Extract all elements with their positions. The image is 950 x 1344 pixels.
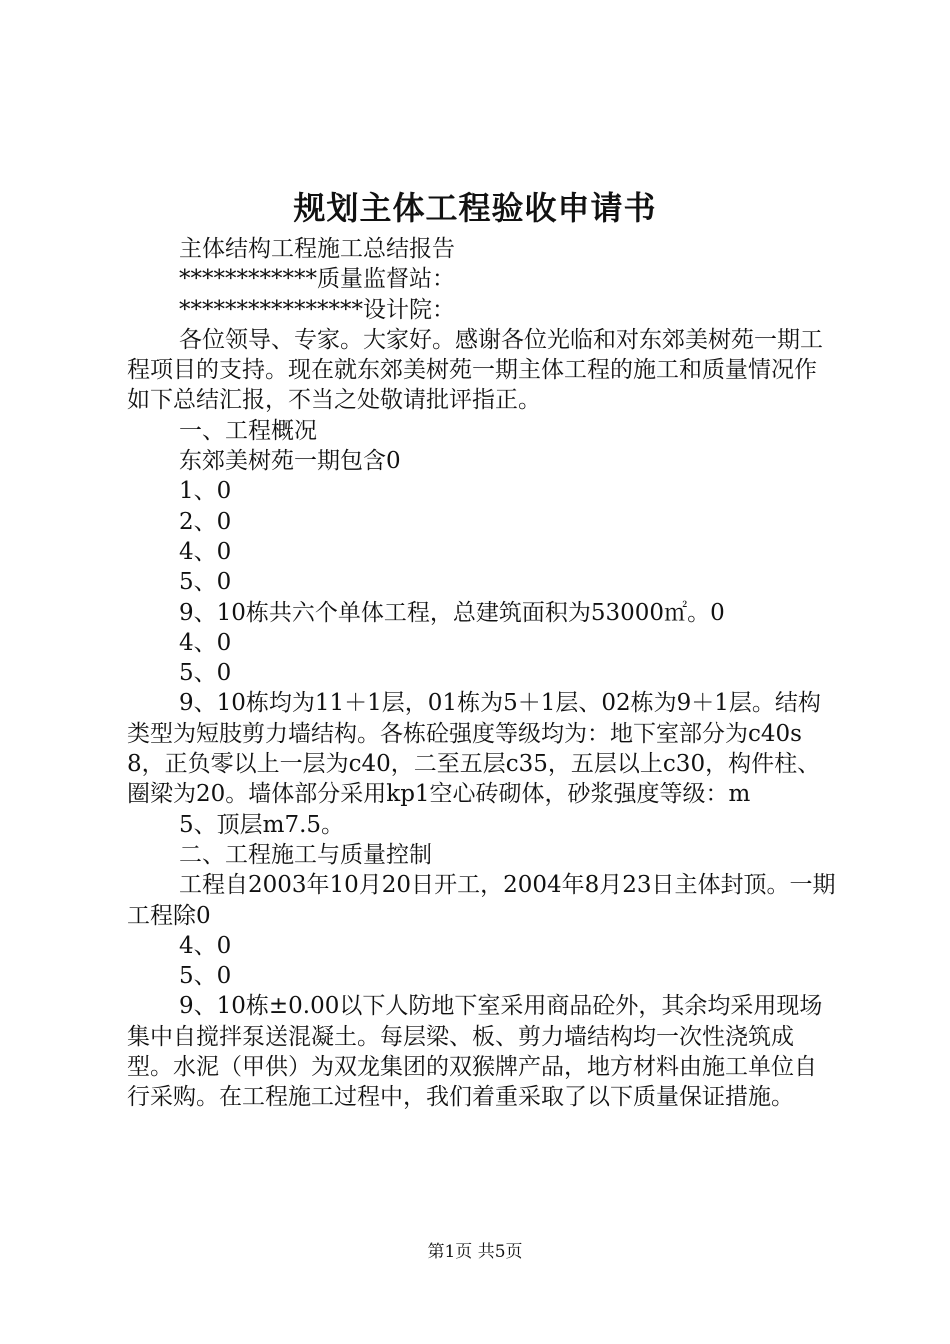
document-title: 规划主体工程验收申请书 [293, 189, 657, 227]
paragraph-item: 5、0 [179, 569, 232, 596]
paragraph-item: 5、顶层m7.5。 [179, 811, 345, 838]
paragraph-item: 9、10栋共六个单体工程，总建筑面积为53000㎡。0 [179, 599, 725, 626]
paragraph-concrete-measures: 9、10栋±0.00以下人防地下室采用商品砼外，其余均采用现场集中自搅拌泵送混凝土。每层梁、板、剪力墙结构均一次性浇筑成型。水泥（甲供）为双龙集团的双猴牌产品，地方材料由施工单位自行采购。在工程施工过程中，我们着重采取了以下质量保证措施。 [127, 993, 823, 1111]
paragraph-addressee-institute: ****************设计院： [179, 296, 455, 323]
paragraph-item: 4、0 [179, 629, 232, 656]
paragraph-schedule: 工程自2003年10月20日开工，2004年8月23日主体封顶。一期工程除0 [127, 872, 836, 929]
paragraph-item: 4、0 [179, 538, 232, 565]
section-heading-overview: 一、工程概况 [179, 417, 317, 444]
paragraph-addressee-station: ************质量监督站： [179, 266, 455, 293]
paragraph-item: 4、0 [179, 932, 232, 959]
paragraph-structure-details: 9、10栋均为11＋1层，01栋为5＋1层、02栋为9＋1层。结构类型为短肢剪力墙结构。各栋砼强度等级均为：地下室部分为c40s8，正负零以上一层为c40，二至五层c35，五层以上c30，构件柱、圈梁为20。墙体部分采用kp1空心砖砌体，砂浆强度等级：m [127, 690, 821, 808]
paragraph-item: 1、0 [179, 478, 232, 505]
paragraph-item: 2、0 [179, 508, 232, 535]
document-body [127, 234, 837, 1113]
section-heading-construction: 二、工程施工与质量控制 [179, 841, 432, 868]
paragraph-item: 5、0 [179, 660, 232, 687]
paragraph-item: 东郊美树苑一期包含0 [179, 448, 401, 475]
paragraph-greeting: 各位领导、专家。大家好。感谢各位光临和对东郊美树苑一期工程项目的支持。现在就东郊美树苑一期主体工程的施工和质量情况作如下总结汇报，不当之处敬请批评指正。 [127, 326, 823, 414]
paragraph-item: 5、0 [179, 963, 232, 990]
page-footer: 第1页 共5页 [427, 1242, 523, 1262]
paragraph-report-heading: 主体结构工程施工总结报告 [179, 236, 455, 262]
